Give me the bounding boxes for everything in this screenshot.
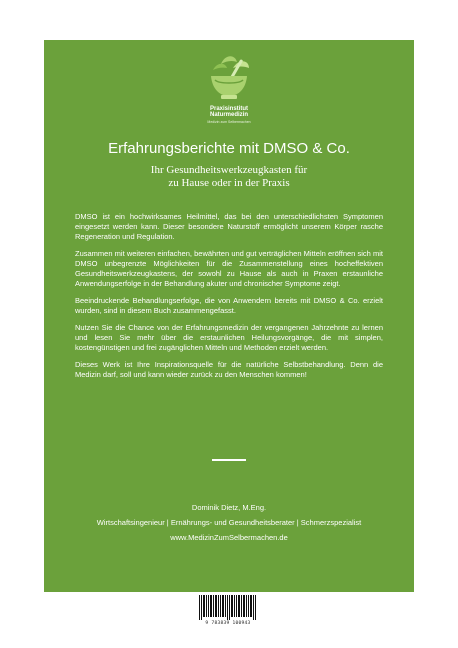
isbn-barcode	[195, 592, 261, 628]
author-info	[44, 503, 414, 548]
barcode-icon	[195, 592, 261, 621]
blurb-paragraph: Dieses Werk ist Ihre Inspirationsquelle für die natürliche Selbstbehandlung. Denn die Medizin darf, soll und kann wieder zurück zu den Menschen kommen!	[75, 360, 383, 379]
mortar-pestle-leaf-icon	[199, 50, 259, 106]
author-roles: Wirtschaftsingenieur | Ernährungs- und Gesundheitsberater | Schmerzspezialist	[96, 518, 362, 527]
isbn-number: 9 783839 100943	[205, 621, 251, 626]
back-cover	[44, 40, 414, 592]
blurb	[75, 212, 383, 387]
book-subtitle: Ihr Gesundheitswerkzeugkasten für zu Hause oder in der Praxis	[150, 164, 308, 189]
author-website[interactable]: www.MedizinZumSelbermachen.de	[170, 533, 288, 542]
blurb-paragraph: DMSO ist ein hochwirksames Heilmittel, das bei den unterschiedlichsten Symptomen eingesetzt werden kann. Dieser besondere Naturstoff ermöglicht unserem Körper rasche Regeneration und Regulation.	[75, 212, 383, 241]
blurb-paragraph: Beeindruckende Behandlungserfolge, die von Anwendern bereits mit DMSO & Co. erzielt wurden, sind in diesem Buch zusammengefasst.	[75, 296, 383, 315]
blurb-paragraph: Nutzen Sie die Chance von der Erfahrungsmedizin der vergangenen Jahrzehnte zu lernen und lesen Sie mehr über die erstaunlichen Heilungsvorgänge, die mit simplen, kostengünstigen und frei zugänglichen Mitteln und Methoden erzielt werden.	[75, 323, 383, 352]
logo-name: Praxisinstitut Naturmedizin	[209, 106, 248, 118]
book-title: Erfahrungsberichte mit DMSO & Co.	[108, 140, 350, 157]
blurb-paragraph: Zusammen mit weiteren einfachen, bewährten und gut verträglichen Mitteln eröffnen sich mit DMSO unbegrenzte Möglichkeiten für die Zusammenstellung eines hocheffektiven Gesundheitswerkzeugkastens, der sowohl zu Hause als auch in Praxen erstaunliche Anwendungserfolge in der Behandlung akuter und chronischer Symptome zeigt.	[75, 249, 383, 288]
publisher-logo	[199, 50, 259, 132]
logo-tagline: Medizin zum Selbermachen	[207, 120, 251, 124]
author-name: Dominik Dietz, M.Eng.	[191, 503, 267, 512]
divider-line	[212, 459, 246, 461]
